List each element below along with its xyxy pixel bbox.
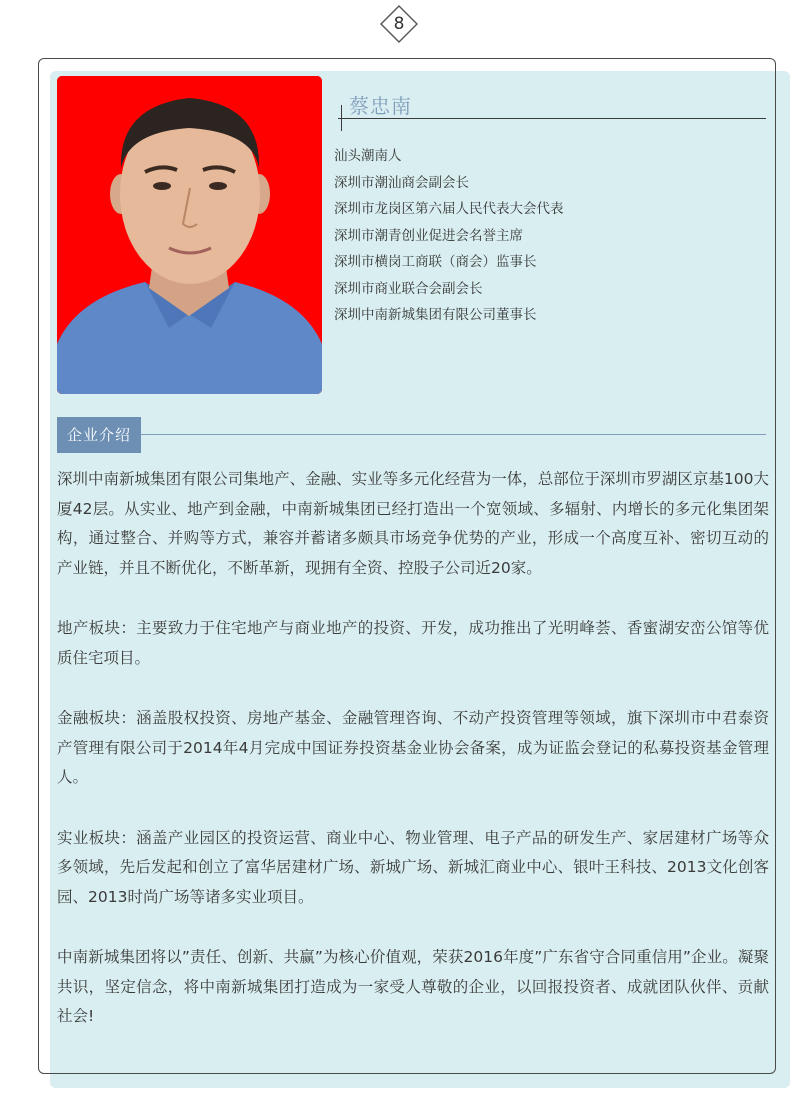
title-item: 汕头潮南人 xyxy=(334,148,402,164)
title-item: 深圳市潮汕商会副会长 xyxy=(334,174,469,191)
page-number-badge xyxy=(380,5,418,43)
title-item: 深圳市横岗工商联（商会）监事长 xyxy=(334,254,537,270)
title-item: 深圳市龙岗区第六届人民代表大会代表 xyxy=(334,201,564,217)
title-list xyxy=(334,143,564,329)
industry-paragraph: 实业板块：涵盖产业园区的投资运营、商业中心、物业管理、电子产品的研发生产、家居建材广场等众多领域，先后发起和创立了富华居建材广场、新城广场、新城汇商业中心、银叶王科技、2013文化创客园、2013时尚广场等诸多实业项目。 xyxy=(57,828,769,906)
title-item: 深圳市潮青创业促进会名誉主席 xyxy=(334,227,523,244)
name-divider xyxy=(338,118,766,119)
section-divider xyxy=(57,434,766,435)
title-item: 深圳市商业联合会副会长 xyxy=(334,280,483,297)
intro-paragraph: 深圳中南新城集团有限公司集地产、金融、实业等多元化经营为一体，总部位于深圳市罗湖区京基100大厦42层。从实业、地产到金融，中南新城集团已经打造出一个宽领域、多辐射、内增长的多元化集团架构，通过整合、并购等方式，兼容并蓄诸多颇具市场竞争优势的产业，形成一个高度互补、密切互动的产业链，并且不断优化，不断革新，现拥有全资、控股子公司近20家。 xyxy=(57,470,769,577)
section-heading: 企业介绍 xyxy=(57,417,141,453)
page-number: 8 xyxy=(393,14,405,34)
title-item: 深圳中南新城集团有限公司董事长 xyxy=(334,307,537,323)
portrait-photo xyxy=(57,76,322,394)
real-estate-paragraph: 地产板块：主要致力于住宅地产与商业地产的投资、开发，成功推出了光明峰荟、香蜜湖安峦公馆等优质住宅项目。 xyxy=(57,619,769,667)
finance-paragraph: 金融板块：涵盖股权投资、房地产基金、金融管理咨询、不动产投资管理等领域，旗下深圳市中君泰资产管理有限公司于2014年4月完成中国证券投资基金业协会备案，成为证监会登记的私募投资基金管理人。 xyxy=(57,709,769,786)
company-intro xyxy=(57,465,769,1063)
person-name: 蔡忠南 xyxy=(349,94,412,118)
values-paragraph: 中南新城集团将以”责任、创新、共赢”为核心价值观，荣获2016年度”广东省守合同重信用”企业。凝聚共识，坚定信念，将中南新城集团打造成为一家受人尊敬的企业，以回报投资者、成就团队伙伴、贡献社会! xyxy=(57,948,769,1025)
